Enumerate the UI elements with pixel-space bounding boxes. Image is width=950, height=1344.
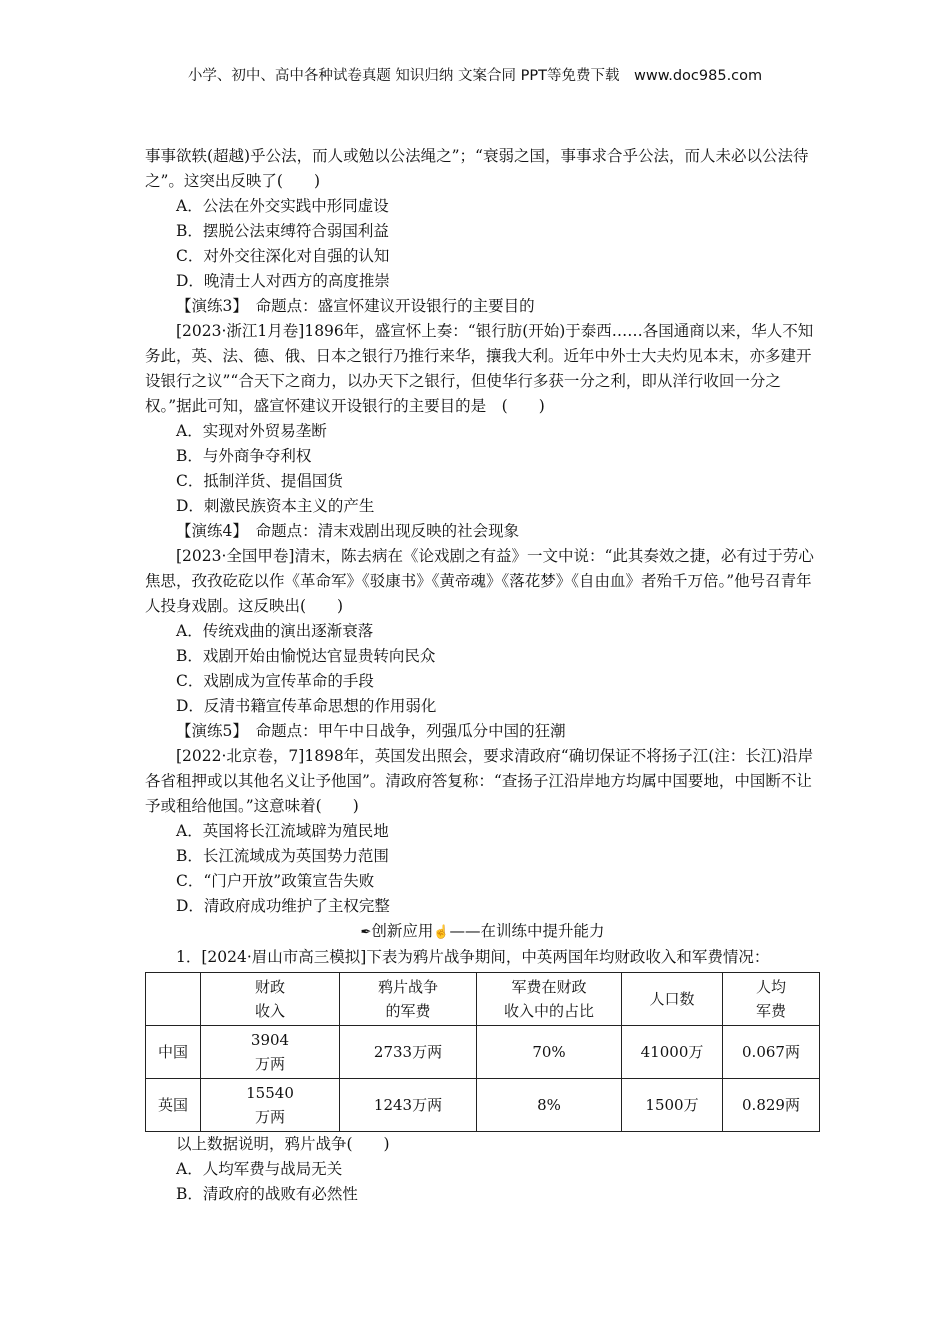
- drill5-option-c: C．“门户开放”政策宣告失败: [176, 872, 375, 890]
- table-row: [146, 1026, 820, 1079]
- q1-option-a: A．人均军费与战局无关: [176, 1160, 343, 1178]
- drill3-option-a: A．实现对外贸易垄断: [176, 422, 327, 440]
- table-cell-military: 1243万两: [340, 1079, 477, 1132]
- table-cell-per-capita: 0.067两: [723, 1026, 820, 1079]
- drill3-option-c: C．抵制洋货、提倡国货: [176, 472, 343, 490]
- section-subtitle: ——在训练中提升能力: [449, 922, 605, 940]
- document-body: [145, 144, 820, 1207]
- section-title: 创新应用: [371, 922, 434, 940]
- table-header-cell: 鸦片战争 的军费: [340, 973, 477, 1026]
- drill5-stem: [2022·北京卷，7]1898年，英国发出照会，要求清政府“确切保证不将扬子江(注：长江)沿岸各省租押或以其他名义让予他国”。清政府答复称：“查扬子江沿岸地方均属中国要地，中国断不让予或租给他国。”这意味着( ): [145, 747, 814, 815]
- q2-stem: 事事欲轶(超越)乎公法，而人或勉以公法绳之”；“衰弱之国，事事求合乎公法，而人未必以公法待之”。这突出反映了( ): [145, 147, 809, 190]
- q2-option-c: C．对外交往深化对自强的认知: [176, 247, 390, 265]
- q1-option-b: B．清政府的战败有必然性: [176, 1185, 358, 1203]
- section-heading: [145, 919, 820, 945]
- drill3-title: 【演练3】 命题点：盛宣怀建议开设银行的主要目的: [176, 297, 535, 315]
- drill4-option-b: B．戏剧开始由愉悦达官显贵转向民众: [176, 647, 436, 665]
- table-cell-population: 41000万: [622, 1026, 723, 1079]
- table-cell-ratio: 70%: [477, 1026, 622, 1079]
- table-cell-country: 英国: [146, 1079, 201, 1132]
- drill5-title: 【演练5】 命题点：甲午中日战争，列强瓜分中国的狂潮: [176, 722, 566, 740]
- table-header-row: [146, 973, 820, 1026]
- drill5-option-d: D．清政府成功维护了主权完整: [176, 897, 390, 915]
- drill4-title: 【演练4】 命题点：清末戏剧出现反映的社会现象: [176, 522, 520, 540]
- table-cell-income: 3904 万两: [201, 1026, 340, 1079]
- table-cell-country: 中国: [146, 1026, 201, 1079]
- drill5-option-b: B．长江流域成为英国势力范围: [176, 847, 389, 865]
- table-row: [146, 1079, 820, 1132]
- table-header-cell: [146, 973, 201, 1026]
- table-header-cell: 人均 军费: [723, 973, 820, 1026]
- q1-stem: 1．[2024·眉山市高三模拟]下表为鸦片战争期间，中英两国年均财政收入和军费情况：: [176, 948, 770, 966]
- drill3-option-d: D．刺激民族资本主义的产生: [176, 497, 375, 515]
- table-cell-population: 1500万: [622, 1079, 723, 1132]
- drill3-option-b: B．与外商争夺利权: [176, 447, 312, 465]
- table-header-cell: 财政 收入: [201, 973, 340, 1026]
- pen-icon: ✒: [360, 925, 372, 940]
- drill4-option-a: A．传统戏曲的演出逐渐衰落: [176, 622, 374, 640]
- table-cell-income: 15540 万两: [201, 1079, 340, 1132]
- table-cell-military: 2733万两: [340, 1026, 477, 1079]
- q2-option-b: B．摆脱公法束缚符合弱国利益: [176, 222, 389, 240]
- drill4-option-c: C．戏剧成为宣传革命的手段: [176, 672, 374, 690]
- data-table: [145, 972, 820, 1132]
- table-header-cell: 军费在财政 收入中的占比: [477, 973, 622, 1026]
- table-cell-per-capita: 0.829两: [723, 1079, 820, 1132]
- q1-question: 以上数据说明，鸦片战争( ): [176, 1135, 390, 1153]
- table-header-cell: 人口数: [622, 973, 723, 1026]
- table-cell-ratio: 8%: [477, 1079, 622, 1132]
- drill3-stem: [2023·浙江1月卷]1896年，盛宣怀上奏：“银行肪(开始)于泰西……各国通商以来，华人不知务此，英、法、德、俄、日本之银行乃推行来华，攘我大利。近年中外士大夫灼见本末，亦多建开设银行之议”“合天下之商力，以办天下之银行，但使华行多获一分之利，即从洋行收回一分之权。”据此可知，盛宣怀建议开设银行的主要目的是 ( ): [145, 322, 814, 415]
- drill4-stem: [2023·全国甲卷]清末，陈去病在《论戏剧之有益》一文中说：“此其奏效之捷，必有过于劳心焦思，孜孜矻矻以作《革命军》《驳康书》《黄帝魂》《落花梦》《自由血》者殆千万倍。”他号召青年人投身戏剧。这反映出( ): [145, 547, 814, 615]
- drill4-option-d: D．反清书籍宣传革命思想的作用弱化: [176, 697, 437, 715]
- q2-option-d: D．晚清士人对西方的高度推崇: [176, 272, 390, 290]
- q2-option-a: A．公法在外交实践中形同虚设: [176, 197, 389, 215]
- pointing-hand-icon: ☝: [433, 925, 450, 940]
- drill5-option-a: A．英国将长江流域辟为殖民地: [176, 822, 389, 840]
- page-header: 小学、初中、高中各种试卷真题 知识归纳 文案合同 PPT等免费下载 www.doc985.com: [187, 68, 763, 84]
